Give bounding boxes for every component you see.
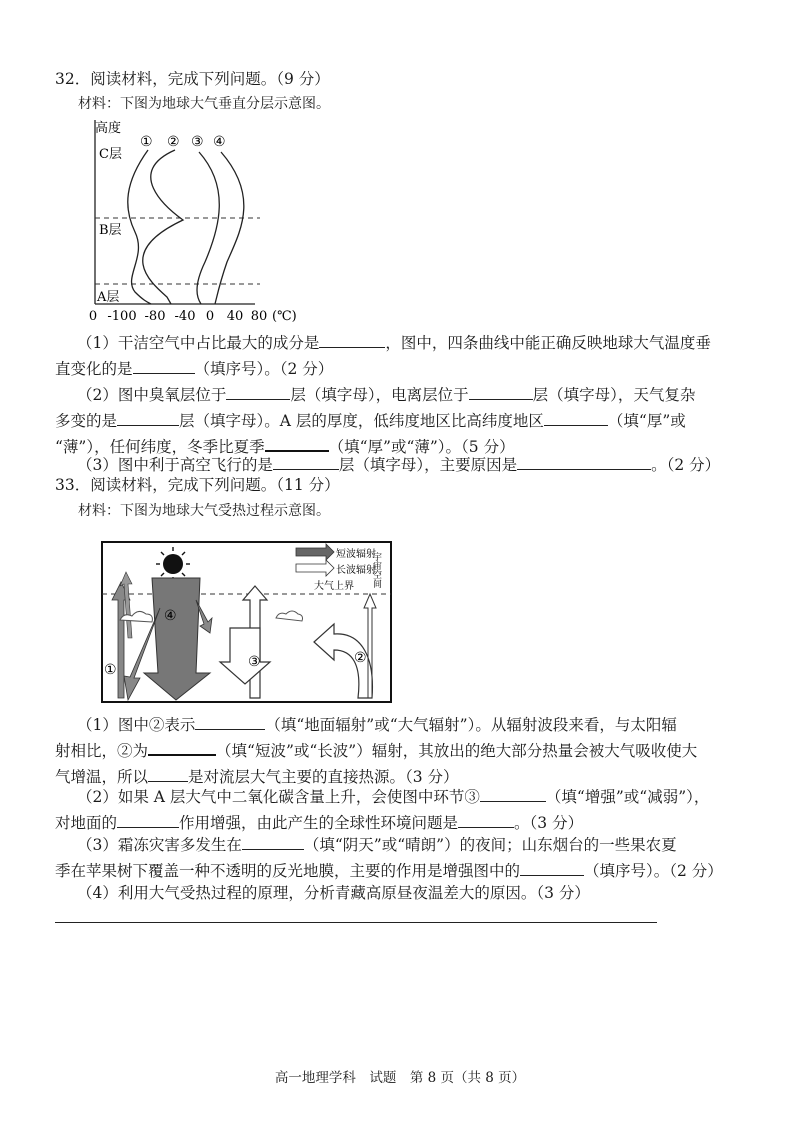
x-tick-0: 0 — [205, 309, 215, 324]
q33-part1: （1）图中②表示 （填“地面辐射”或“大气辐射”）。从辐射波段来看，与太阳辐 射相比，②为 （填“短波”或“长波”）辐射，其放出的绝大部分热量会被大气吸收使大 气增温，所以 是对流层大气主要的直接热源。（3 分） — [55, 712, 755, 790]
curve-1 — [128, 150, 151, 304]
curve-2-marker: ② — [167, 134, 180, 150]
curve-2 — [143, 150, 183, 304]
curve-4-marker: ④ — [213, 134, 226, 150]
answer-blank[interactable] — [117, 409, 179, 426]
q32-header: 32．阅读材料，完成下列问题。（9 分） — [55, 70, 330, 88]
answer-line[interactable] — [55, 922, 657, 923]
space-label: 宇宙空间 — [371, 552, 381, 588]
y-axis-label: 高度 — [95, 121, 122, 136]
curve-3-marker: ③ — [191, 134, 204, 150]
answer-blank[interactable] — [133, 357, 195, 374]
layer-b-label: B层 — [99, 223, 122, 238]
layer-a-label: A层 — [97, 290, 120, 305]
q32-part3: （3）图中利于高空飞行的是 层（填字母），主要原因是 。（2 分） — [55, 452, 755, 478]
answer-blank[interactable] — [517, 453, 651, 470]
answer-blank[interactable] — [265, 434, 329, 452]
x-tick-80: 80 — [250, 309, 268, 324]
marker-2: ② — [354, 650, 367, 666]
x-tick-40: 40 — [226, 309, 244, 324]
answer-blank[interactable] — [480, 785, 546, 802]
layer-c-label: C层 — [99, 147, 122, 162]
curve-4 — [215, 152, 244, 304]
answer-blank[interactable] — [242, 833, 304, 850]
atmosphere-layers-diagram — [55, 112, 315, 327]
answer-blank[interactable] — [458, 811, 514, 828]
x-tick-0-left: 0 — [88, 309, 98, 324]
q33-part4: （4）利用大气受热过程的原理，分析青藏高原昼夜温差大的原因。（3 分） — [77, 884, 590, 902]
legend-long-label: 长波辐射 — [336, 565, 376, 576]
answer-blank[interactable] — [319, 331, 385, 348]
q33-part2: （2）如果 A 层大气中二氧化碳含量上升，会使图中环节③ （填“增强”或“减弱”）， 对地面的 作用增强，由此产生的全球性环境问题是 。（3 分） — [55, 784, 755, 836]
marker-1: ① — [104, 662, 117, 678]
q32-part1: （1）干洁空气中占比最大的成分是 ，图中，四条曲线中能正确反映地球大气温度垂 直变化的是 （填序号）。（2 分） — [55, 330, 755, 382]
marker-4: ④ — [164, 608, 177, 624]
x-tick-minus100: -100 — [107, 309, 137, 324]
q32-material: 材料：下图为地球大气垂直分层示意图。 — [78, 96, 330, 112]
q33-material: 材料：下图为地球大气受热过程示意图。 — [78, 503, 330, 519]
x-tick-minus40: -40 — [174, 309, 196, 324]
curve-1-marker: ① — [140, 134, 153, 150]
q33-part3: （3）霜冻灾害多发生在 （填“阴天”或“晴朗”）的夜间；山东烟台的一些果农夏 季在苹果树下覆盖一种不透明的反光地膜，主要的作用是增强图中的 （填序号）。（2 分） — [55, 832, 755, 884]
x-unit-label: (℃) — [272, 309, 297, 324]
answer-blank[interactable] — [469, 383, 533, 400]
x-tick-minus80: -80 — [144, 309, 166, 324]
curve-3 — [197, 152, 219, 304]
marker-3: ③ — [248, 654, 261, 670]
answer-blank[interactable] — [544, 409, 608, 426]
answer-blank[interactable] — [195, 713, 265, 730]
answer-blank[interactable] — [117, 811, 179, 828]
page-footer: 高一地理学科 试题 第 8 页（共 8 页） — [274, 1070, 526, 1086]
q32-part2: （2）图中臭氧层位于 层（填字母），电离层位于 层（填字母），天气复杂 多变的是 层（填字母）。A 层的厚度，低纬度地区比高纬度地区 （填“厚”或 “薄”），任何纬度，冬季比夏季 （填“厚”或“薄”）。（5 分） — [55, 382, 755, 460]
q33-header: 33．阅读材料，完成下列问题。（11 分） — [55, 476, 340, 494]
answer-blank[interactable] — [226, 383, 290, 400]
legend-short-label: 短波辐射 — [336, 549, 376, 560]
answer-blank[interactable] — [520, 859, 584, 876]
answer-blank[interactable] — [148, 738, 216, 756]
legend-atmos-label: 大气上界 — [314, 581, 354, 592]
answer-blank[interactable] — [273, 453, 339, 470]
atmosphere-heating-diagram — [100, 538, 395, 706]
answer-blank[interactable] — [148, 765, 188, 782]
